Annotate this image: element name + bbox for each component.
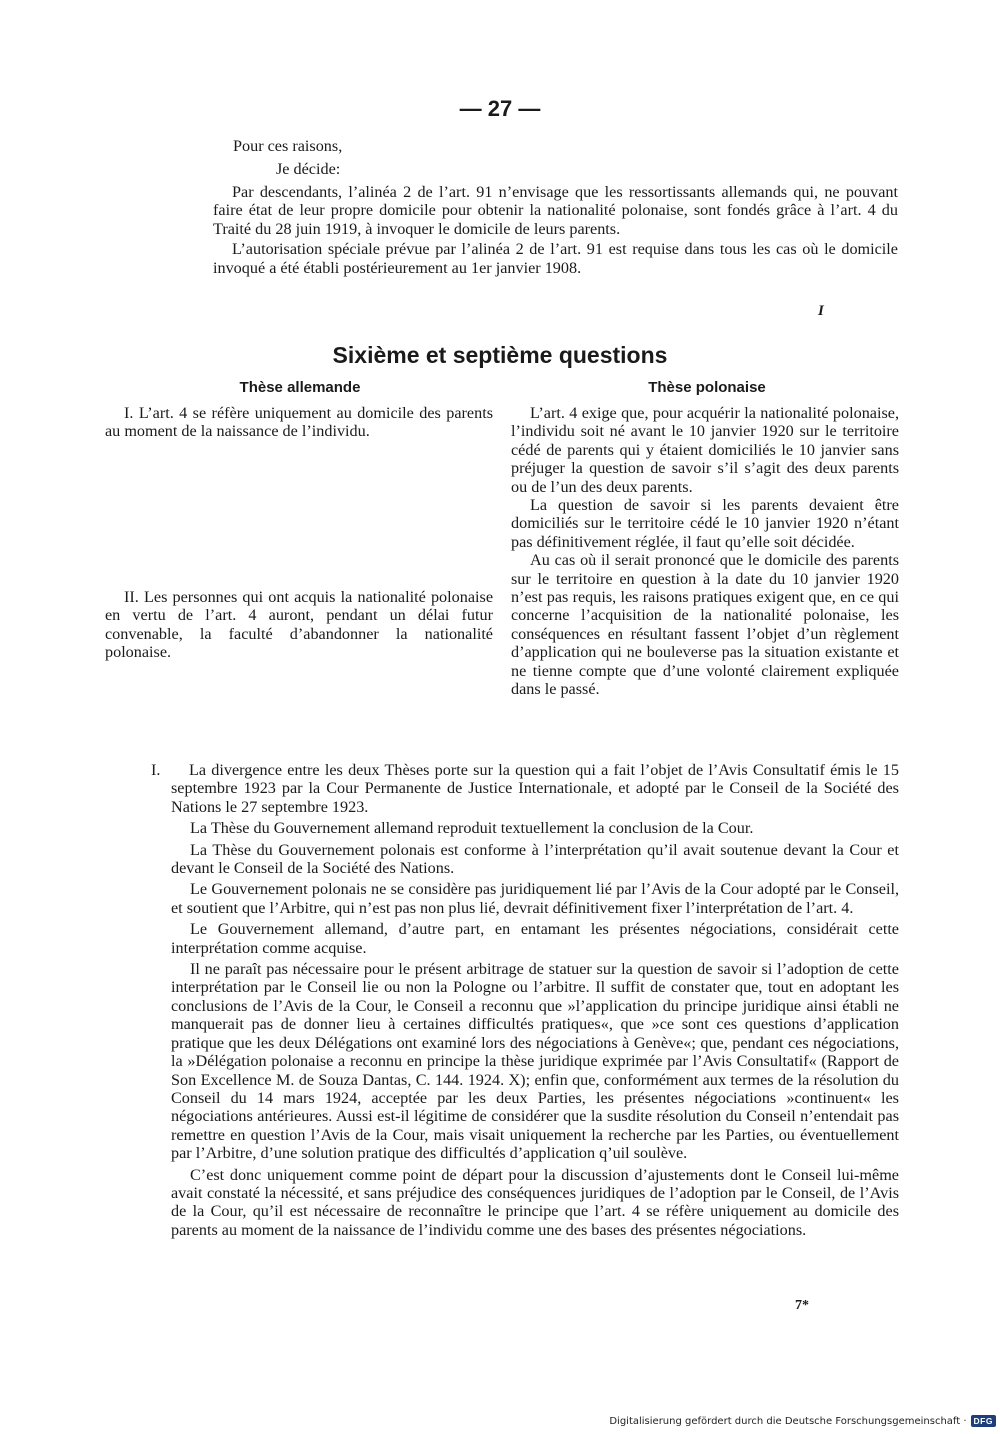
german-thesis-point-2: II. Les personnes qui ont acquis la nationalité polonaise en vertu de l’art. 4 auront, pendant un délai futur convenable, la faculté d’abandonner la nationalité polonaise.	[105, 588, 493, 662]
margin-mark: I	[818, 303, 824, 319]
decision-paragraph-2: L’autorisation spéciale prévue par l’alinéa 2 de l’art. 91 est requise dans tous les cas où le domicile invoqué a été établi postérieurement au 1er janvier 1908.	[213, 240, 898, 277]
discussion-paragraph-2: La Thèse du Gouvernement allemand reproduit textuellement la conclusion de la Cour.	[190, 819, 754, 838]
footer-text: Digitalisierung gefördert durch die Deutsche Forschungsgemeinschaft ·	[609, 1415, 967, 1427]
salutation: Pour ces raisons,	[233, 137, 343, 155]
german-thesis-point-1: I. L’art. 4 se réfère uniquement au domicile des parents au moment de la naissance de l’individu.	[105, 404, 493, 441]
discussion-paragraph-7: C’est donc uniquement comme point de départ pour la discussion d’ajustements dont le Conseil lui-même avait constaté la nécessité, et sans préjudice des conséquences juridiques de l’adoption par le Conseil, de l’Avis de la Cour, qu’il est nécessaire de reconnaître le principe que l’art. 4 se réfère uniquement au domicile des parents au moment de la naissance de l’individu comme une des bases des présentes négociations.	[171, 1165, 899, 1239]
polish-thesis-column	[511, 404, 899, 699]
polish-thesis-heading: Thèse polonaise	[648, 379, 766, 396]
dfg-logo: DFG	[971, 1415, 996, 1427]
decision-line: Je décide:	[276, 160, 341, 178]
discussion-paragraph-6: Il ne paraît pas nécessaire pour le présent arbitrage de statuer sur la question de savoir si l’adoption de cette interprétation par le Conseil lie ou non la Pologne ou l’arbitre. Il suffit de constater que, tout en adoptant les conclusions de l’Avis de la Cour, le Conseil a reconnu que »l’application du principe juridique ainsi établi ne manquerait pas de donner lieu à certaines difficultés pratiques«, que »ce sont ces questions d’application pratique que les deux Délégations ont examiné lors des négociations à Genève«; que, pendant ces négociations, la »Délégation polonaise a reconnu en principe la thèse juridique exprimée par l’Avis Consultatif« (Rapport de Son Excellence M. de Souza Dantas, C. 144. 1924. X); enfin que, conformément aux termes de la résolution du Conseil du 14 mars 1924, acceptée par les deux Parties, les présentes négociations »continuent« les négociations antérieures. Aussi est-il légitime de considérer que la susdite résolution du Conseil n’entendait pas remettre en question l’Avis de la Cour, mais visait uniquement la recherche par les Parties, ou éventuellement par l’Arbitre, d’une solution pratique des difficultés d’application q’uil soulève.	[171, 960, 899, 1163]
discussion-text	[171, 761, 899, 1239]
discussion-paragraph-1: La divergence entre les deux Thèses porte sur la question qui a fait l’objet de l’Avis Consultatif émis le 15 septembre 1923 par la Cour Permanente de Justice Internationale, et adopté par le Conseil de la Société des Nations le 27 septembre 1923.	[171, 761, 899, 816]
german-thesis-heading: Thèse allemande	[239, 379, 361, 396]
discussion-paragraph-4: Le Gouvernement polonais ne se considère pas juridiquement lié par l’Avis de la Cour adopté par le Conseil, et soutient que l’Arbitre, qui n’est pas non plus lié, devrait définitivement fixer l’interprétation de l’art. 4.	[171, 880, 899, 917]
discussion-paragraph-5: Le Gouvernement allemand, d’autre part, en entamant les présentes négociations, considérait cette interprétation comme acquise.	[171, 920, 899, 957]
signature-mark: 7*	[795, 1298, 809, 1313]
page-number: — 27 —	[459, 96, 541, 121]
polish-thesis-paragraph-3: Au cas où il serait prononcé que le domicile des parents sur le territoire en question à la date du 10 janvier 1920 n’est pas requis, les raisons pratiques exigent que, en ce qui concerne l’acquisition de la nationalité polonaise, les conséquences en résultant fassent l’objet d’un règlement d’application qui ne bouleverse pas la situation existante et ne tienne compte que d’une volonté clairement expliquée dans le passé.	[511, 551, 899, 699]
decision-paragraphs	[213, 183, 898, 277]
polish-thesis-paragraph-1: L’art. 4 exige que, pour acquérir la nationalité polonaise, l’individu soit né avant le 10 janvier 1920 sur le territoire cédé de parents qui y étaient domiciliés le 10 janvier sans préjuger la question de savoir s’il s’agit des deux parents ou de l’un des deux parents.	[511, 404, 899, 496]
section-title: Sixième et septième questions	[332, 342, 668, 368]
discussion-paragraph-3: La Thèse du Gouvernement polonais est conforme à l’interprétation qu’il avait soutenue devant la Cour et devant le Conseil de la Société des Nations.	[171, 840, 899, 878]
polish-thesis-paragraph-2: La question de savoir si les parents devaient être domiciliés sur le territoire cédé le 10 janvier 1920 n’étant pas définitivement réglée, il faut qu’elle soit décidée.	[511, 496, 899, 551]
german-thesis-column	[105, 404, 493, 441]
digitization-footer	[611, 1413, 996, 1429]
decision-paragraph-1: Par descendants, l’alinéa 2 de l’art. 91 n’envisage que les ressortissants allemands qui, ne pouvant faire état de leur propre domicile pour obtenir la nationalité polonaise, sont fondés grâce à l’art. 4 du Traité du 28 juin 1919, à invoquer le domicile de leurs parents.	[213, 183, 898, 238]
discussion-number: I.	[151, 761, 161, 779]
german-thesis-column-2	[105, 588, 493, 662]
